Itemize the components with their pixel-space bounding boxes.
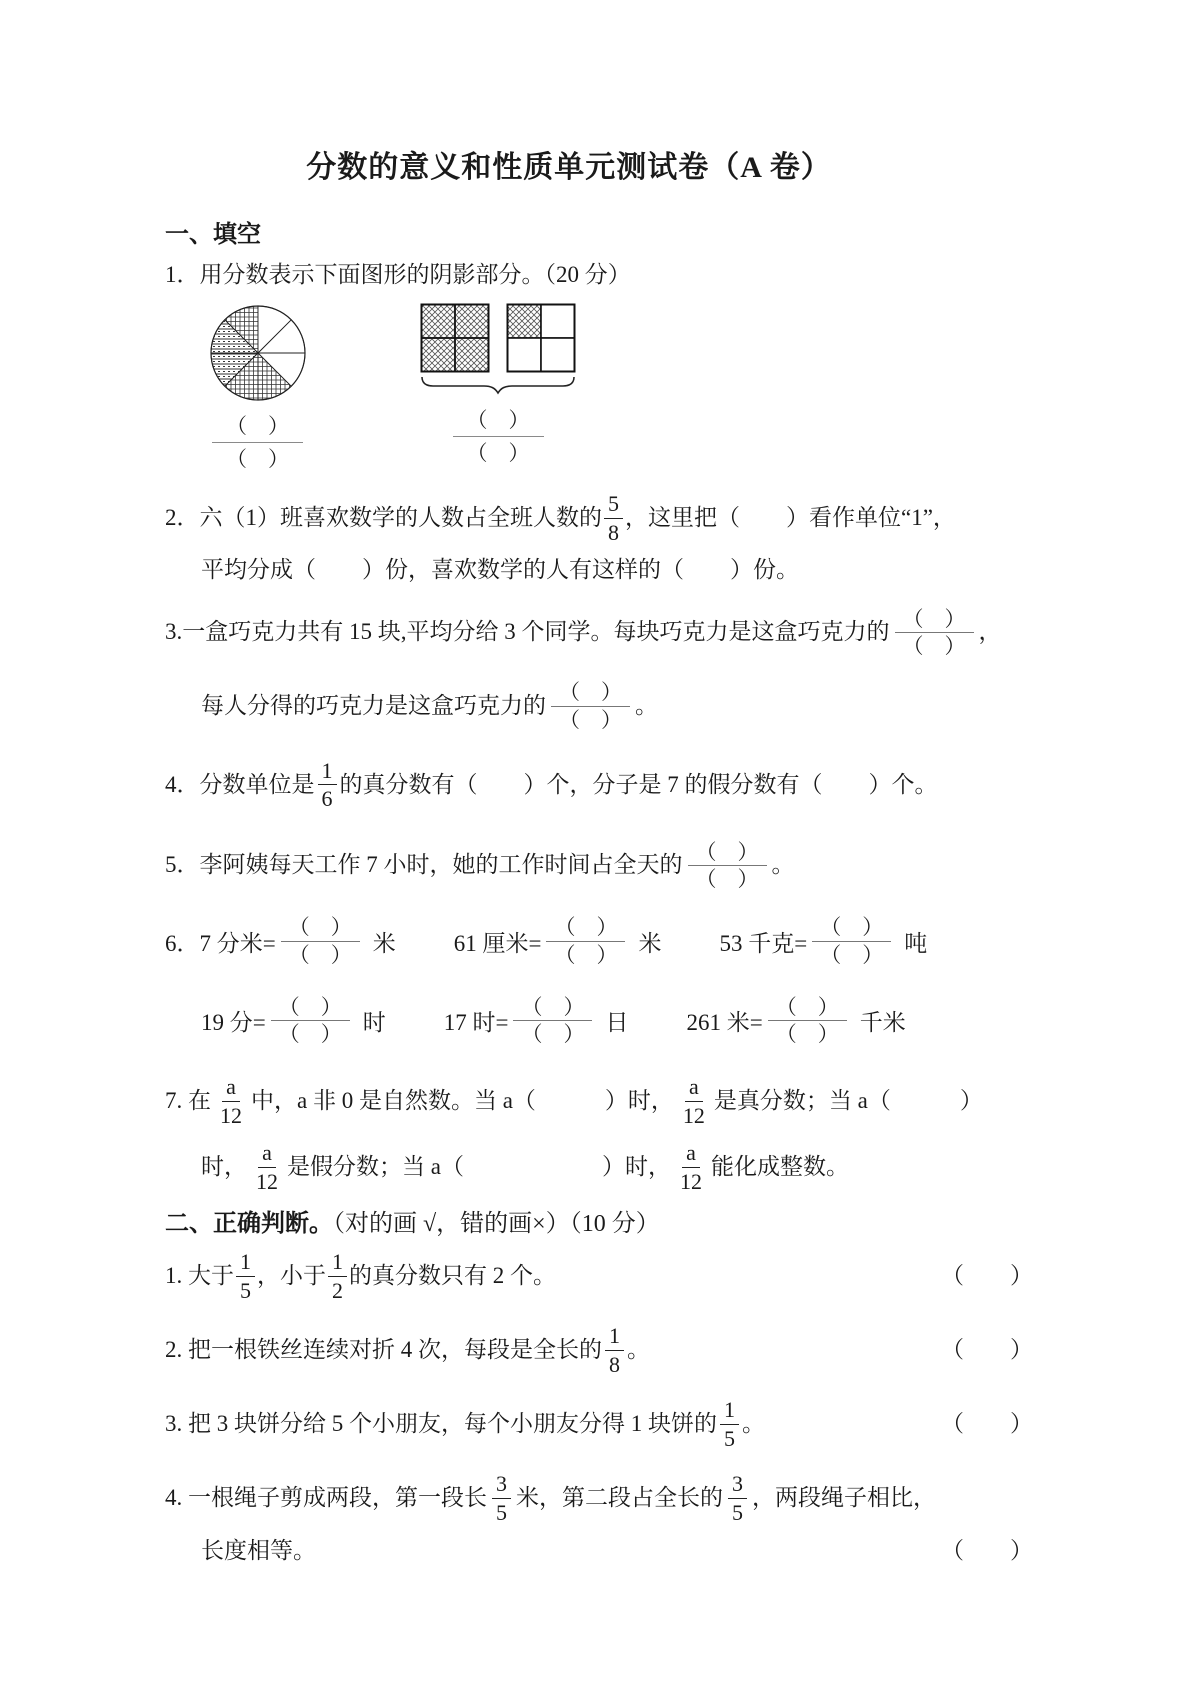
- fraction-numerator: a: [682, 1139, 700, 1168]
- text-segment: 每人分得的巧克力是这盒巧克力的: [201, 692, 546, 718]
- text-segment: 17 时=: [443, 1010, 509, 1036]
- fraction-numerator: 1: [328, 1248, 347, 1277]
- text-segment: 261 米=: [686, 1010, 763, 1036]
- fraction-denominator: 6: [321, 786, 333, 812]
- text-segment: 3. 把 3 块饼分给 5 个小朋友，每个小朋友分得 1 块饼的: [165, 1411, 717, 1437]
- fraction-a-12: [679, 1073, 709, 1129]
- unit-label: 时: [362, 1010, 386, 1036]
- fraction-numerator-blank: （ ）: [812, 914, 891, 941]
- pie-chart-figure: [208, 303, 308, 403]
- text-segment: 4．分数单位是: [165, 771, 315, 797]
- fraction-1-6: [318, 757, 337, 813]
- blank-fraction: [281, 914, 360, 968]
- answer-parentheses: （ ）: [941, 1337, 1033, 1363]
- fraction-numerator: a: [685, 1073, 703, 1102]
- conversion-item: [201, 994, 386, 1048]
- fraction-denominator: 5: [732, 1499, 743, 1525]
- pie-figure-block: [207, 303, 308, 473]
- judgment-item-2: [165, 1322, 1033, 1378]
- text-segment: 7. 在: [165, 1088, 211, 1114]
- text-segment: 的真分数有（ ）个，分子是 7 的假分数有（ ）个。: [339, 771, 938, 797]
- fraction-1-2: [328, 1248, 347, 1304]
- fraction-numerator: a: [222, 1073, 240, 1102]
- squares-answer-fraction: [453, 407, 544, 467]
- blank-fraction: [768, 994, 847, 1048]
- fraction-a-12: [216, 1073, 246, 1129]
- fraction-denominator-blank: （ ）: [288, 942, 352, 967]
- section2-heading: [165, 1203, 1033, 1238]
- conversion-item: [719, 914, 927, 968]
- blank-fraction: [513, 994, 592, 1048]
- fraction-denominator: 5: [724, 1425, 735, 1451]
- brace-icon: [422, 377, 574, 393]
- question-6-row1: [165, 914, 1033, 968]
- fraction-denominator-blank: （ ）: [559, 707, 622, 732]
- section2-heading-bold: 二、正确判断。: [165, 1211, 333, 1238]
- fraction-numerator-blank: （ ）: [768, 994, 847, 1021]
- judgment-item-4: [165, 1470, 1033, 1569]
- fraction-numerator-blank: （ ）: [281, 914, 360, 941]
- text-segment: ，这里把（ ）看作单位“1”，: [625, 504, 956, 530]
- fraction-3-5: [492, 1470, 511, 1526]
- text-segment: 长度相等。: [201, 1538, 316, 1564]
- answer-parentheses: （ ）: [941, 1263, 1033, 1289]
- blank-fraction: [812, 914, 891, 968]
- text-segment: 。: [771, 852, 795, 878]
- judgment-item-4-line2: [165, 1534, 1033, 1569]
- conversion-item: [165, 914, 396, 968]
- question-1-figures: [207, 303, 1033, 473]
- fraction-numerator: 5: [604, 490, 623, 519]
- squares-figure: [420, 303, 576, 397]
- fraction-numerator: 1: [720, 1396, 739, 1425]
- text-segment: 6．7 分米=: [165, 930, 276, 956]
- text-segment: 时，: [201, 1154, 247, 1180]
- fraction-numerator-blank: （ ）: [513, 994, 592, 1021]
- question-3-line1: [165, 606, 1033, 660]
- text-segment: 53 千克=: [719, 930, 808, 956]
- fraction-1-5: [236, 1248, 255, 1304]
- text-segment: 中，a 非 0 是自然数。当 a（ ）时，: [251, 1088, 674, 1114]
- text-segment: ，小于: [257, 1263, 326, 1289]
- fraction-denominator-blank: （ ）: [554, 942, 618, 967]
- section1-heading: 一、填空: [165, 222, 261, 248]
- blank-fraction: [551, 679, 630, 733]
- fraction-numerator-blank: （ ）: [212, 413, 303, 443]
- fraction-denominator-blank: （ ）: [466, 440, 530, 465]
- fraction-denominator: 2: [332, 1277, 343, 1303]
- fraction-denominator-blank: （ ）: [521, 1022, 585, 1047]
- text-segment: 3.一盒巧克力共有 15 块,平均分给 3 个同学。每块巧克力是这盒巧克力的: [165, 619, 890, 645]
- pie-answer-fraction: [212, 413, 303, 473]
- fraction-denominator-blank: （ ）: [902, 634, 966, 659]
- fraction-1-5: [720, 1396, 739, 1452]
- text-segment: 。: [635, 692, 658, 718]
- unit-label: 千米: [859, 1010, 906, 1036]
- fraction-denominator: 12: [679, 1168, 702, 1194]
- fraction-3-5: [728, 1470, 747, 1526]
- question-5-line: [165, 839, 1033, 893]
- blank-fraction: [895, 606, 974, 660]
- fraction-numerator-blank: （ ）: [546, 914, 625, 941]
- fraction-denominator: 12: [220, 1102, 242, 1128]
- unit-label: 吨: [904, 930, 928, 956]
- text-segment: 。: [627, 1337, 650, 1363]
- text-segment: 2．六（1）班喜欢数学的人数占全班人数的: [165, 504, 602, 530]
- fraction-denominator: 5: [496, 1499, 507, 1525]
- squares-figure-block: [420, 303, 576, 467]
- fraction-numerator: 3: [492, 1470, 511, 1499]
- fraction-a-12: [676, 1139, 706, 1195]
- fraction-denominator-blank: （ ）: [226, 446, 289, 471]
- text-segment: 61 厘米=: [453, 930, 542, 956]
- page-title: 分数的意义和性质单元测试卷（A 卷）: [306, 151, 832, 184]
- text-segment: 1. 大于: [165, 1263, 234, 1289]
- conversion-item: [686, 994, 905, 1048]
- judgment-item-4-line1: [165, 1470, 1033, 1526]
- question-3-line2: [165, 679, 1033, 733]
- question-7-line2: [165, 1139, 1033, 1195]
- fraction-numerator: 1: [236, 1248, 255, 1277]
- text-segment: 是假分数；当 a（ ）时，: [287, 1154, 671, 1180]
- section2-heading-rest: （对的画 √，错的画×）（10 分）: [333, 1211, 660, 1238]
- text-segment: 的真分数只有 2 个。: [349, 1263, 556, 1289]
- fraction-numerator: 3: [728, 1470, 747, 1499]
- unit-label: 日: [605, 1010, 629, 1036]
- answer-parentheses: （ ）: [941, 1538, 1033, 1564]
- judgment-item-1: [165, 1248, 1033, 1304]
- fraction-numerator-blank: （ ）: [688, 839, 767, 866]
- fraction-5-8: [604, 490, 623, 546]
- text-segment: 5．李阿姨每天工作 7 小时，她的工作时间占全天的: [165, 852, 683, 878]
- conversion-item: [444, 994, 629, 1048]
- fraction-denominator-blank: （ ）: [775, 1022, 839, 1047]
- fraction-denominator: 5: [240, 1277, 251, 1303]
- conversion-item: [454, 914, 662, 968]
- judgment-item-3: [165, 1396, 1033, 1452]
- fraction-denominator: 8: [609, 1351, 620, 1377]
- fraction-denominator: 12: [256, 1168, 278, 1194]
- question-2-line2: 平均分成（ ）份，喜欢数学的人有这样的（ ）份。: [201, 557, 799, 583]
- fraction-numerator-blank: （ ）: [271, 994, 350, 1021]
- fraction-a-12: [252, 1139, 282, 1195]
- fraction-denominator-blank: （ ）: [278, 1022, 342, 1047]
- fraction-numerator: 1: [605, 1322, 624, 1351]
- blank-fraction: [688, 839, 767, 893]
- fraction-denominator: 12: [682, 1102, 705, 1128]
- fraction-denominator-blank: （ ）: [695, 867, 759, 892]
- text-segment: 米，第二段占全长的: [516, 1485, 723, 1511]
- fraction-numerator-blank: （ ）: [895, 606, 974, 633]
- text-segment: ，: [978, 619, 1002, 645]
- question-1-text: 1．用分数表示下面图形的阴影部分。（20 分）: [165, 262, 631, 287]
- text-segment: 能化成整数。: [710, 1154, 849, 1180]
- text-segment: ，两段绳子相比，: [752, 1485, 936, 1511]
- fraction-denominator: 8: [608, 519, 619, 545]
- unit-label: 米: [638, 930, 662, 956]
- blank-fraction: [271, 994, 350, 1048]
- fraction-numerator: a: [258, 1139, 276, 1168]
- text-segment: 是真分数；当 a（ ）: [713, 1088, 983, 1114]
- blank-fraction: [546, 914, 625, 968]
- question-2-line1: [165, 490, 1033, 546]
- question-7-line1: [165, 1073, 1033, 1129]
- text-segment: 19 分=: [201, 1010, 266, 1036]
- unit-label: 米: [372, 930, 396, 956]
- question-4-line: [165, 757, 1033, 813]
- text-segment: 2. 把一根铁丝连续对折 4 次，每段是全长的: [165, 1337, 602, 1363]
- question-6-row2: [165, 994, 1033, 1048]
- fraction-numerator-blank: （ ）: [551, 679, 630, 706]
- fraction-1-8: [605, 1322, 624, 1378]
- fraction-numerator: 1: [318, 757, 337, 786]
- answer-parentheses: （ ）: [941, 1411, 1033, 1437]
- fraction-numerator-blank: （ ）: [453, 407, 544, 437]
- text-segment: 4. 一根绳子剪成两段，第一段长: [165, 1485, 487, 1511]
- text-segment: 。: [742, 1411, 765, 1437]
- fraction-denominator-blank: （ ）: [820, 942, 884, 967]
